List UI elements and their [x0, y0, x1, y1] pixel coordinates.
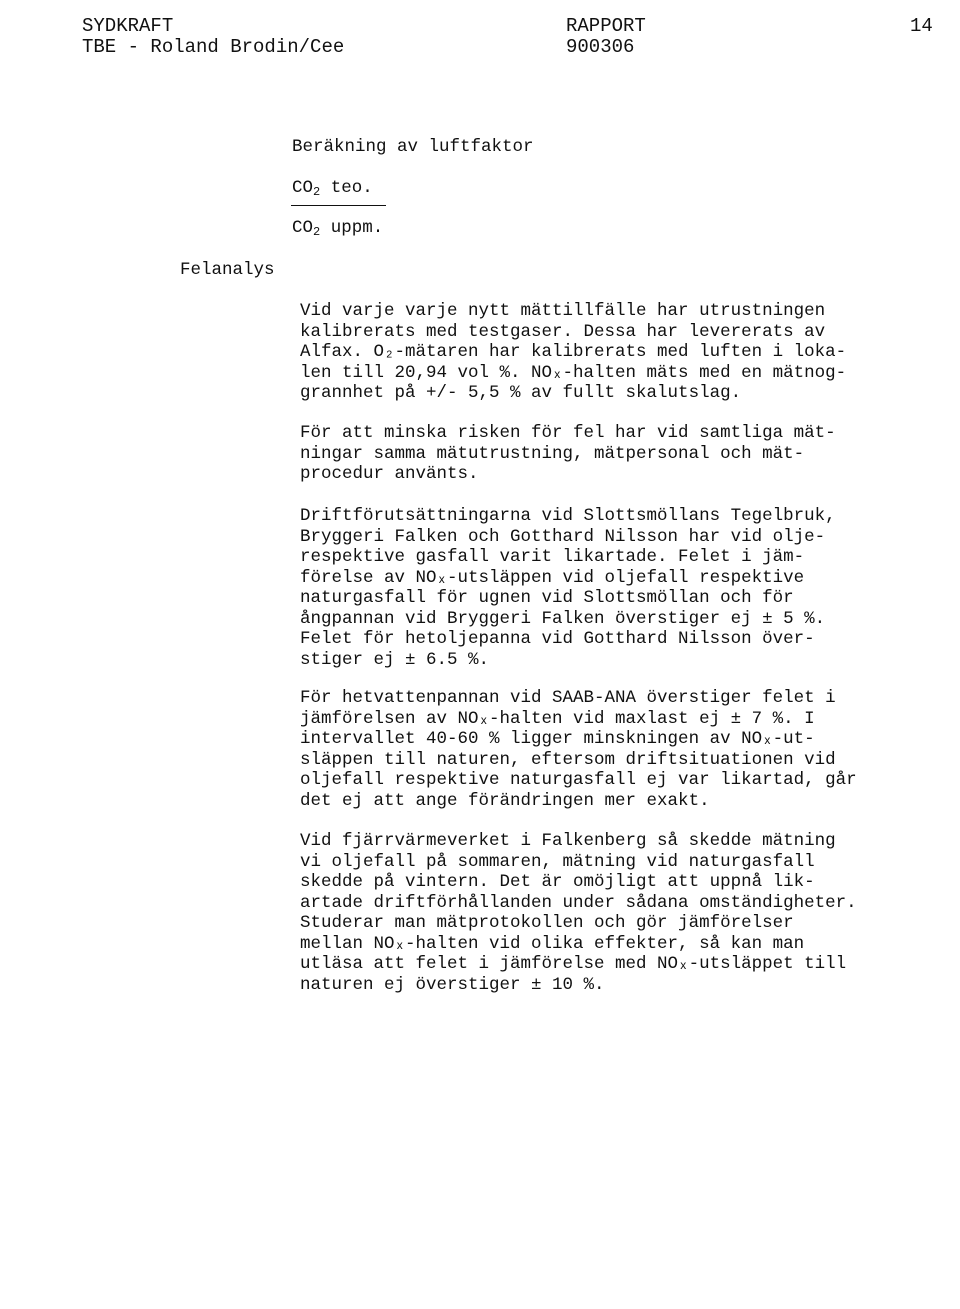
- paragraph-line: Vid varje varje nytt mättillfälle har utrustningen: [300, 301, 826, 321]
- numerator-suffix: teo.: [320, 178, 373, 198]
- company-name: SYDKRAFT: [82, 15, 174, 37]
- paragraph-line: ångpannan vid Bryggeri Falken överstiger ej ± 5 %.: [300, 608, 826, 629]
- numerator-subscript: 2: [313, 185, 321, 199]
- paragraph-line: Felet för hetoljepanna vid Gotthard Nilsson över-: [300, 629, 815, 649]
- paragraph-line: intervallet 40-60 % ligger minskningen av NOₓ-ut-: [300, 729, 815, 749]
- denominator-subscript: 2: [313, 225, 321, 239]
- paragraph-line: respektive gasfall varit likartade. Felet i jäm-: [300, 547, 805, 567]
- paragraph-line: oljefall respektive naturgasfall ej var likartad, går: [300, 770, 857, 790]
- paragraph-line: naturen ej överstiger ± 10 %.: [300, 974, 605, 995]
- author-line: TBE - Roland Brodin/Cee: [82, 36, 345, 58]
- formula-denominator: [292, 218, 383, 243]
- paragraph-line: Bryggeri Falken och Gotthard Nilsson har vid olje-: [300, 526, 826, 547]
- paragraph-calibration: [300, 301, 950, 404]
- paragraph-line: naturgasfall för ugnen vid Slottsmöllan och för: [300, 588, 794, 608]
- page-number: 14: [910, 15, 933, 37]
- paragraph-line: kalibrerats med testgaser. Dessa har levererats av: [300, 321, 826, 342]
- paragraph-operating-conditions: [300, 506, 950, 670]
- document-date: 900306: [566, 36, 635, 58]
- document-type: RAPPORT: [566, 15, 646, 37]
- paragraph-line: För hetvattenpannan vid SAAB-ANA överstiger felet i: [300, 688, 836, 708]
- paragraph-line: vi oljefall på sommaren, mätning vid naturgasfall: [300, 851, 815, 872]
- paragraph-line: jämförelsen av NOₓ-halten vid maxlast ej ± 7 %. I: [300, 708, 815, 729]
- paragraph-line: det ej att ange förändringen mer exakt.: [300, 790, 710, 811]
- paragraph-line: procedur använts.: [300, 464, 479, 484]
- fraction-line: [291, 205, 386, 206]
- paragraph-line: artade driftförhållanden under sådana omständigheter.: [300, 892, 857, 913]
- paragraph-line: Studerar man mätprotokollen och gör jämförelser: [300, 913, 794, 933]
- paragraph-line: ningar samma mätutrustning, mätpersonal och mät-: [300, 443, 805, 464]
- paragraph-line: len till 20,94 vol %. NOₓ-halten mäts med en mätnog-: [300, 362, 847, 383]
- paragraph-line: Alfax. O₂-mätaren har kalibrerats med luften i loka-: [300, 342, 847, 362]
- paragraph-line: förelse av NOₓ-utsläppen vid oljefall respektive: [300, 567, 805, 588]
- section-heading: Beräkning av luftfaktor: [292, 137, 534, 157]
- paragraph-risk: [300, 423, 950, 485]
- paragraph-line: För att minska risken för fel har vid samtliga mät-: [300, 423, 836, 443]
- paragraph-line: Vid fjärrvärmeverket i Falkenberg så skedde mätning: [300, 831, 836, 851]
- side-label-felanalys: Felanalys: [180, 260, 275, 280]
- numerator-prefix: CO: [292, 178, 314, 198]
- paragraph-line: mellan NOₓ-halten vid olika effekter, så kan man: [300, 933, 805, 954]
- denominator-prefix: CO: [292, 218, 314, 238]
- paragraph-falkenberg: [300, 831, 950, 995]
- paragraph-line: grannhet på +/- 5,5 % av fullt skalutslag.: [300, 383, 742, 403]
- paragraph-line: skedde på vintern. Det är omöjligt att uppnå lik-: [300, 872, 815, 892]
- denominator-suffix: uppm.: [320, 218, 384, 238]
- paragraph-line: släppen till naturen, eftersom driftsituationen vid: [300, 749, 836, 770]
- paragraph-line: Driftförutsättningarna vid Slottsmöllans Tegelbruk,: [300, 506, 836, 526]
- paragraph-line: stiger ej ± 6.5 %.: [300, 649, 490, 670]
- paragraph-line: utläsa att felet i jämförelse med NOₓ-utsläppet till: [300, 954, 847, 974]
- paragraph-saab-ana: [300, 688, 950, 811]
- formula-numerator: [292, 178, 373, 203]
